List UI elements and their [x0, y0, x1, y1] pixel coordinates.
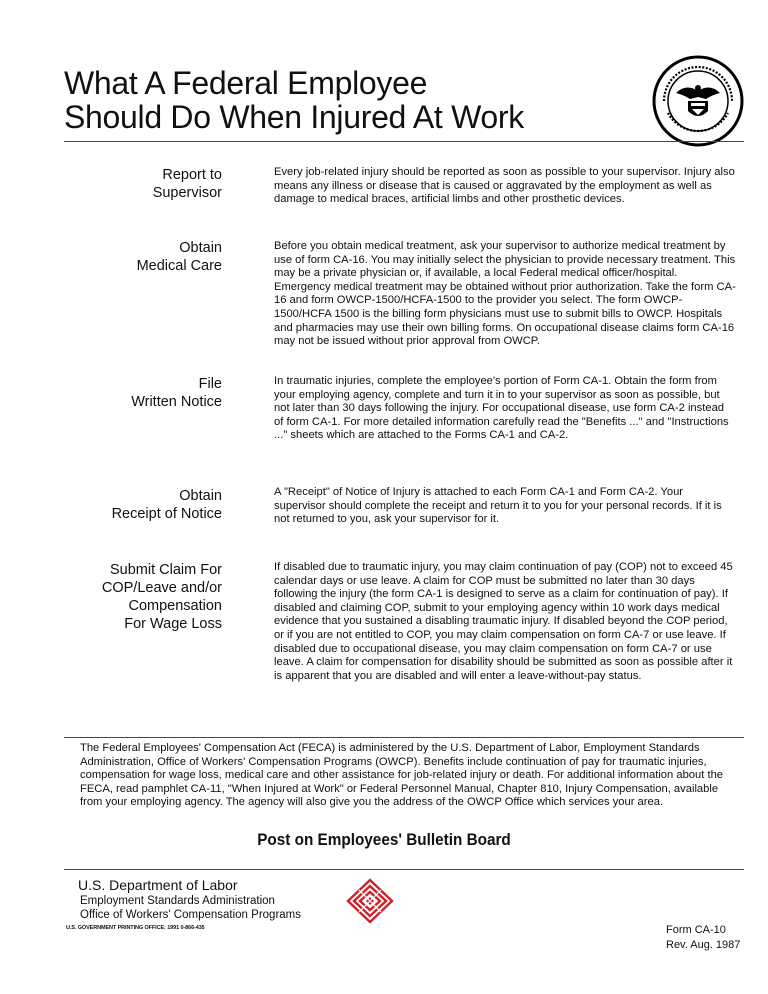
administration-name: Employment Standards Administration — [80, 895, 275, 907]
section-text-file-written-notice: In traumatic injuries, complete the employee's portion of Form CA-1. Obtain the form from your employing agency, complete and turn it in to your supervisor as soon as possible, but not later than 30 days following the injury. For occupational disease, use form CA-2 instead of form CA-1. For more detailed information carefully read the "Benefits ..." and "Instructions ..." sheets which are attached to the Forms CA-1 and CA-2. — [274, 375, 729, 442]
top-rule — [64, 141, 744, 142]
section-label-obtain-medical-care: Obtain Medical Care — [136, 240, 222, 274]
section-label-file-written-notice: File Written Notice — [131, 376, 222, 410]
section-label-obtain-receipt-of-notice: Obtain Receipt of Notice — [111, 488, 222, 522]
title-line-2: Should Do When Injured At Work — [64, 99, 524, 135]
department-name: U.S. Department of Labor — [78, 877, 238, 893]
bottom-rule — [64, 869, 744, 870]
department-of-labor-seal-icon — [652, 55, 744, 147]
office-name: Office of Workers' Compensation Programs — [80, 909, 301, 921]
page-title — [64, 66, 524, 134]
feca-paragraph: The Federal Employees' Compensation Act (FECA) is administered by the U.S. Department of Labor, Employment Standards Administration, Office of Workers' Compensation Programs (OWCP). Benefits include continuation of pay for traumatic injuries, compensation for wage loss, medical care and other assistance for job-related injury or death. For additional information about the FECA, read pamphlet CA-11, "When Injured at Work" or Federal Personnel Manual, Chapter 810, Injury Compensation, available from your employing agency. The agency will also give you the address of the OWCP Office which services your area. — [80, 742, 724, 808]
section-text-report-to-supervisor: Every job-related injury should be reported as soon as possible to your supervisor. Injury also means any illness or disease that is caused or aggravated by the employment as well as damage to medical braces, artificial limbs and other prosthetic devices. — [274, 166, 735, 206]
form-revision: Rev. Aug. 1987 — [666, 939, 741, 951]
form-number: Form CA-10 — [666, 924, 726, 936]
section-text-obtain-receipt-of-notice: A "Receipt" of Notice of Injury is attached to each Form CA-1 and Form CA-2. Your supervisor should complete the receipt and return it to you for your personal records. If it is not returned to you, ask your supervisor for it. — [274, 486, 722, 526]
feca-rule — [64, 737, 744, 738]
section-text-obtain-medical-care: Before you obtain medical treatment, ask your supervisor to authorize medical treatment by use of form CA-16. You may initially select the physician to provide necessary treatment. This may be a private physician or, if available, a local Federal medical officer/hospital. Emergency medical treatment may be obtained without prior authorization. Take the form CA-16 and form OWCP-1500/HCFA-1500 to the provider you select. The form OWCP-1500/HCFA 1500 is the billing form physicians must use to submit bills to OWCP. Hospitals and pharmacies may use their own billing forms. On occupational disease claims form CA-16 may not be issued without prior approval from OWCP. — [274, 240, 736, 348]
title-line-1: What A Federal Employee — [64, 65, 428, 101]
printing-office-line: U.S. GOVERNMENT PRINTING OFFICE: 1991 0-866-435 — [66, 925, 205, 931]
section-label-submit-claim: Submit Claim For COP/Leave and/or Compensation For Wage Loss — [101, 562, 222, 632]
post-notice: Post on Employees' Bulletin Board — [257, 830, 511, 849]
esa-diamond-logo-icon — [346, 878, 394, 924]
section-label-report-to-supervisor: Report to Supervisor — [152, 167, 222, 201]
section-text-submit-claim: If disabled due to traumatic injury, you may claim continuation of pay (COP) not to exceed 45 calendar days or use leave. A claim for COP must be submitted no later than 30 days following the injury (the form CA-1 is designed to serve as a claim for continuation of pay). If disabled and claiming COP, submit to your employing agency within 10 work days medical evidence that you sustained a disabling traumatic injury. If disabled beyond the COP period, or if you are not entitled to COP, you may claim compensation on form CA-7 or use leave. If disabled due to occupational disease, you may claim compensation on form CA-7 or use leave. A claim for compensation for disability should be submitted as soon as possible after it is apparent that you are disabled and will enter a leave-without-pay status. — [274, 561, 733, 682]
